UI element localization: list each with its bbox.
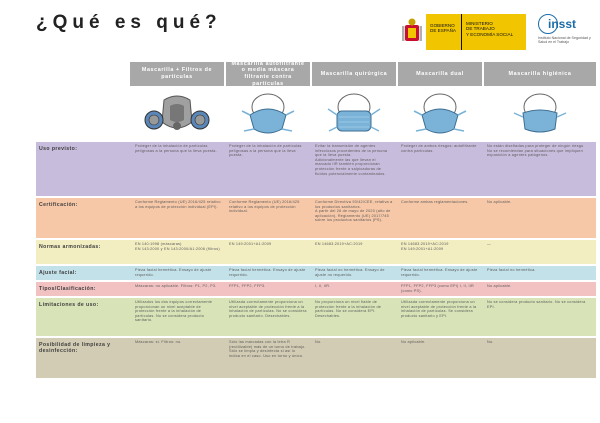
cell-tipos-surgical: I, II, IIR. xyxy=(315,284,331,288)
cell-ajuste-dual: Pieza facial hermética. Ensayo de ajuste requerido. xyxy=(401,268,478,277)
cell-tipos-hygienic: No aplicable. xyxy=(487,284,512,288)
ffp-mask-icon xyxy=(236,91,300,139)
cell-cert-hygienic: No aplicable. xyxy=(487,200,512,204)
cell-cert-dual: Conforme ambas reglamentaciones. xyxy=(401,200,469,204)
coat-of-arms-icon xyxy=(402,17,422,47)
cell-uso-filters: Proteger de la inhalación de partículas peligrosas a la persona que la lleva puesta. xyxy=(135,144,217,153)
cell-limit-hygienic: No se considera producto sanitario. No se considera EPI. xyxy=(487,300,586,309)
page-title: ¿Qué es qué? xyxy=(36,12,222,33)
half-mask-respirator-image xyxy=(130,90,224,140)
column-header-dual: Mascarilla dual xyxy=(398,62,482,86)
cell-limit-dual: Utilizada correctamente proporciona un nivel aceptable de protección frente a la inhalación de partículas. Se considera producto sanitario y EPI. xyxy=(401,300,477,318)
dual-mask-icon xyxy=(408,91,472,139)
cell-limpieza-hygienic: No. xyxy=(487,340,494,344)
dual-mask-image xyxy=(398,90,482,140)
cell-cert-filters: Conforme Reglamento (UE) 2016/425 relativo a los equipos de protección individual (EPI). xyxy=(135,200,221,209)
row-limpieza xyxy=(36,338,596,378)
row-label: Certificación: xyxy=(39,202,78,208)
row-limitaciones xyxy=(36,298,596,336)
cell-limpieza-filters: Máscaras: sí. Filtros: no. xyxy=(135,340,182,344)
hygienic-mask-icon xyxy=(508,91,572,139)
row-tipos xyxy=(36,282,596,296)
cell-normas-dual: EN 14683:2019+AC:2019 EN 149:2001+A1:2009 xyxy=(401,242,449,251)
row-certificacion xyxy=(36,198,596,238)
column-header-ffp: Mascarilla autofiltrante o media máscara filtrante contra partículas xyxy=(226,62,310,86)
insst-logo xyxy=(536,14,596,50)
cell-cert-ffp: Conforme Reglamento (UE) 2016/425 relativo a los equipos de protección individual. xyxy=(229,200,300,214)
cell-limpieza-ffp: Sólo las marcadas con la letra R (reutilizable) más de un turno de trabajo. Sólo se limpia y desinfecta si así lo indica en el caso. Uso en turno y único. xyxy=(229,340,306,358)
row-label: Tipos/Clasificación: xyxy=(39,286,96,292)
column-header-surgical: Mascarilla quirúrgica xyxy=(312,62,396,86)
surgical-mask-icon xyxy=(322,91,386,139)
row-label: Normas armonizadas: xyxy=(39,244,101,250)
half-mask-respirator-icon xyxy=(142,92,212,138)
row-uso-previsto xyxy=(36,142,596,196)
government-band xyxy=(426,14,526,50)
ministry-line-2: DE TRABAJO xyxy=(466,26,495,32)
row-label: Limitaciones de uso: xyxy=(39,302,99,308)
cell-cert-surgical: Conforme Directiva 93/42/CEE, relativa a los productos sanitarios. A partir del 26 de mayo de 2020 (año de aplicación), Reglamento (UE) 2017/745 sobre los productos sanitarios (PS). xyxy=(315,200,393,223)
cell-uso-ffp: Proteger de la inhalación de partículas peligrosas a la persona que la lleva puesta. xyxy=(229,144,302,158)
cell-normas-surgical: EN 14683:2019+AC:2019 xyxy=(315,242,363,246)
row-label: Uso previsto: xyxy=(39,146,78,152)
row-ajuste xyxy=(36,266,596,280)
ffp-mask-image xyxy=(226,90,310,140)
surgical-mask-image xyxy=(312,90,396,140)
row-label: Ajuste facial: xyxy=(39,270,77,276)
cell-ajuste-ffp: Pieza facial hermética. Ensayo de ajuste requerido. xyxy=(229,268,306,277)
cell-limit-surgical: No proporciona un nivel fiable de protección frente a la inhalación de partículas. No se considera EPI. Desechables. xyxy=(315,300,382,318)
gov-line-1: GOBIERNO xyxy=(430,23,455,28)
cell-normas-ffp: EN 149:2001+A1:2009 xyxy=(229,242,272,246)
ministry-line-1: MINISTERIO xyxy=(466,21,493,26)
cell-uso-dual: Proteger de ambos riesgos: autofiltrante contra partículas. xyxy=(401,144,477,153)
column-header-filters: Mascarilla + Filtros de partículas xyxy=(130,62,224,86)
column-header-hygienic: Mascarilla higiénica xyxy=(484,62,596,86)
cell-ajuste-surgical: Pieza facial no hermética. Ensayo de ajuste no requerido. xyxy=(315,268,385,277)
cell-normas-filters: EN 140:1998 (máscaras) EN 143:2000 y EN 143:2000/A1:2006 (filtros) xyxy=(135,242,220,251)
cell-tipos-filters: Máscaras: no aplicable. Filtros: P1, P2, P3. xyxy=(135,284,217,288)
row-label: Posibilidad de limpieza y desinfección: xyxy=(39,342,111,355)
row-normas xyxy=(36,240,596,264)
cell-uso-surgical: Evitar la transmisión de agentes infecciosos procedentes de la persona que la lleva puesta. Adicionalmente las que llevan el marcado IIR también proporcionan protección frente a salpicaduras de fluidos potencialmente contaminados. xyxy=(315,144,388,176)
cell-limpieza-surgical: No. xyxy=(315,340,322,344)
ministry-line-3: Y ECONOMÍA SOCIAL xyxy=(466,31,514,37)
cell-limit-ffp: Utilizada correctamente proporciona un nivel aceptable de protección frente a la inhalación de partículas. No se considera producto sanitario. Desechables. xyxy=(229,300,307,318)
cell-limpieza-dual: No aplicable. xyxy=(401,340,426,344)
cell-normas-hygienic: — xyxy=(487,242,491,246)
insst-name: insst xyxy=(548,17,577,31)
hygienic-mask-image xyxy=(484,90,596,140)
cell-tipos-ffp: FFP1, FFP2, FFP3. xyxy=(229,284,266,288)
insst-subtitle: Instituto Nacional de Seguridad y Salud en el Trabajo xyxy=(538,36,591,45)
cell-tipos-dual: FFP1, FFP2, FFP3 (como EPI) I, II, IIR (como PS). xyxy=(401,284,475,293)
cell-uso-hygienic: No están diseñadas para proteger de ningún riesgo. No se recomiendan para situaciones que impliquen exposición a agentes patógenos. xyxy=(487,144,585,158)
cell-ajuste-hygienic: Pieza facial no hermética. xyxy=(487,268,536,272)
cell-limit-filters: Utilizados los dos equipos correctamente proporcionan un nivel aceptable de protección frente a la inhalación de partículas. No se considera producto sanitario. xyxy=(135,300,213,323)
gov-line-2: DE ESPAÑA xyxy=(430,28,456,34)
cell-ajuste-filters: Pieza facial hermética. Ensayo de ajuste requerido. xyxy=(135,268,212,277)
government-logo xyxy=(398,12,528,52)
